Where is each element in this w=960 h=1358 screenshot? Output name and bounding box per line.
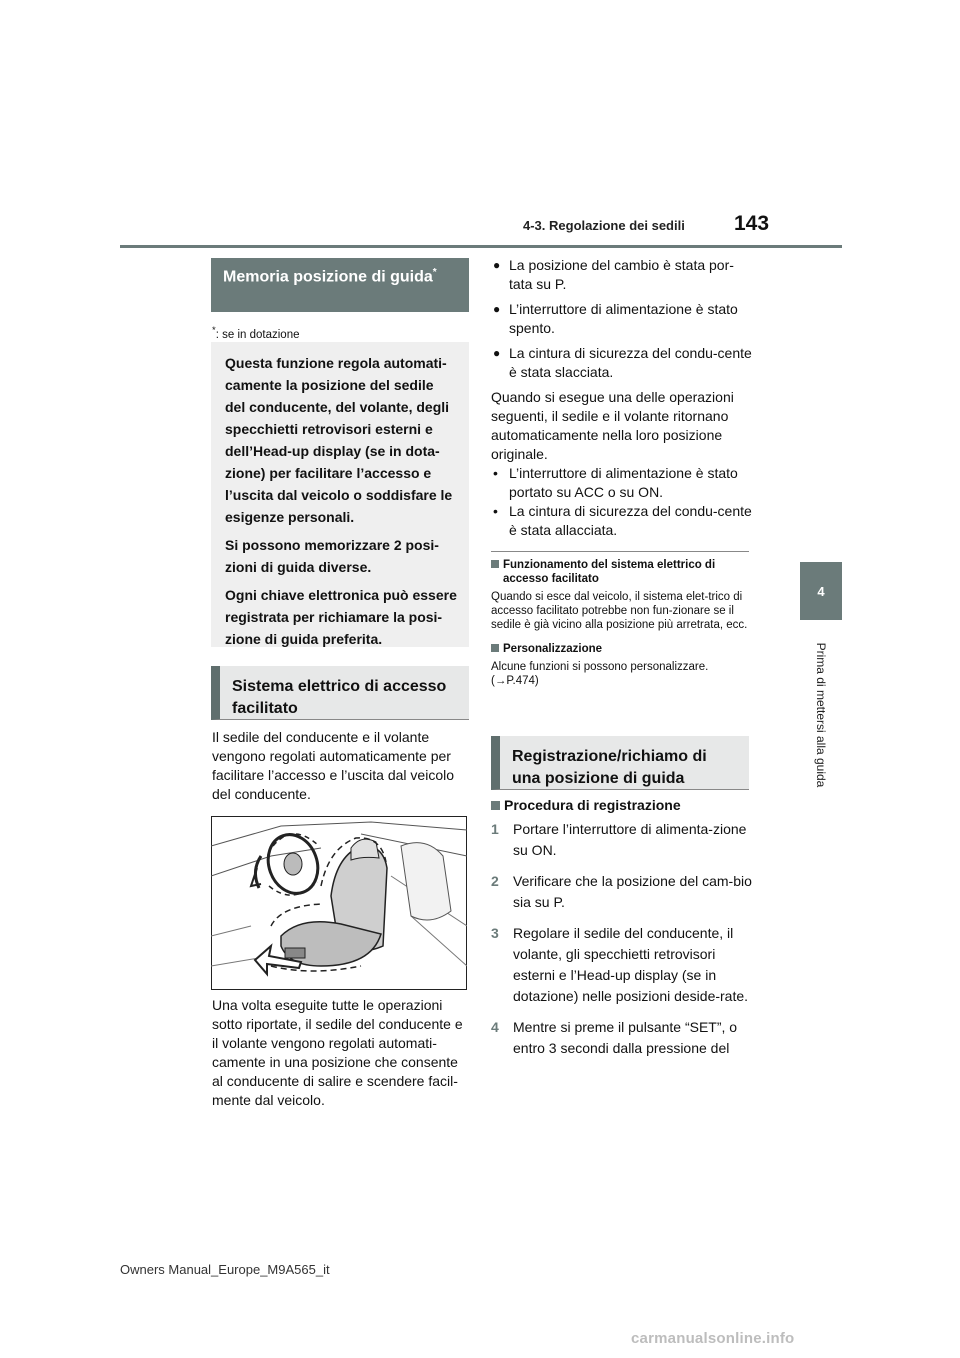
paragraph-2: Una volta eseguite tutte le operazioni sotto riportate, il sedile del conducente e il volante vengono regolati automati-camente in una posizione che consente al conducente di salire e scendere facil-mente dal veicolo. [212, 997, 463, 1108]
step-text: Mentre si preme il pulsante “SET”, o entro 3 secondi dalla pressione del [513, 1019, 738, 1056]
page-number: 143 [734, 212, 770, 235]
paragraph-1: Il sedile del conducente e il volante vengono regolati automaticamente per facilitare l’accesso e l’uscita dal veicolo del conducente. [212, 729, 454, 802]
seat-drawing [211, 816, 467, 990]
condition-item: ● L’interruttore di alimentazione è stato spento. [491, 300, 753, 338]
banner-memoria [211, 258, 469, 312]
step-number: 2 [491, 873, 499, 889]
footer-text: Owners Manual_Europe_M9A565_it [120, 1262, 330, 1277]
paragraph-operations [212, 996, 470, 1110]
banner-registrazione-title: Registrazione/richiamo di una posizione di guida [512, 748, 707, 787]
footnote-mark: * [212, 325, 216, 336]
footnote-text: : se in dotazione [215, 328, 300, 341]
notes [491, 558, 749, 688]
step-text: Portare l’interruttore di alimenta-zione su ON. [513, 821, 747, 858]
step-number: 3 [491, 925, 499, 941]
note1-text: Quando si esce dal veicolo, il sistema elet-trico di accesso facilitato potrebbe non fun-zionare se il sedile è già vicino alla posizione più arretrata, ecc. [491, 591, 748, 631]
procedure-title: Procedura di registrazione [504, 797, 681, 813]
return-item: • L’interruttore di alimentazione è stato portato su ACC o su ON. [491, 464, 753, 502]
condition-item: ● La cintura di sicurezza del condu-cente è stata slacciata. [491, 344, 753, 382]
note2-reference: (→P.474) [491, 675, 539, 687]
square-bullet-icon [491, 644, 499, 652]
intro-paragraph-3: Ogni chiave elettronica può essere registrata per richiamare la posi-zione di guida preferita. [225, 587, 457, 647]
banner-registrazione [491, 736, 749, 790]
note1-title: Funzionamento del sistema elettrico di accesso facilitato [503, 559, 716, 585]
step-text: Regolare il sedile del conducente, il volante, gli specchietti retrovisori esterni e l’Head-up display (se in dotazione) nelle posizioni deside-rate. [513, 925, 749, 1004]
step-item [491, 1017, 753, 1059]
step-number: 1 [491, 821, 499, 837]
step-item [491, 923, 753, 1007]
seat-illustration [211, 816, 467, 990]
steps-list [491, 819, 753, 1059]
header-rule [120, 245, 842, 248]
procedure [491, 797, 753, 1069]
intro-paragraph-2: Si possono memorizzare 2 posi-zioni di guida diverse. [225, 537, 439, 575]
note1-heading [491, 558, 749, 586]
return-paragraph: Quando si esegue una delle operazioni seguenti, il sedile e il volante ritornano automaticamente nella loro posizione originale. [491, 389, 734, 462]
chapter-title: Prima di mettersi alla guida [814, 642, 828, 788]
step-text: Verificare che la posizione del cam-bio sia su P. [513, 873, 752, 910]
condition-item: ● La posizione del cambio è stata por-tata su P. [491, 256, 753, 294]
square-bullet-icon [491, 801, 500, 810]
intro-box [211, 342, 469, 647]
intro-paragraph-1: Questa funzione regola automati-camente la posizione del sedile del conducente, del volante, degli specchietti retrovisori esterni e dell’Head-up display (se in dota-zione) per facilitare l’accesso e l’uscita dal veicolo o soddisfare le esigenze personali. [225, 355, 453, 525]
note2-title: Personalizzazione [503, 643, 603, 655]
banner-sistema [211, 666, 469, 720]
footnote [212, 324, 300, 342]
conditions-list [491, 256, 753, 540]
chapter-title-vertical [808, 630, 834, 800]
step-number: 4 [491, 1019, 499, 1035]
watermark: carmanualsonline.info [631, 1330, 795, 1347]
asterisk: * [432, 267, 437, 278]
note-rule [491, 551, 749, 552]
step-item [491, 871, 753, 913]
banner-memoria-title: Memoria posizione di guida [223, 268, 433, 286]
section-title: 4-3. Regolazione dei sedili [523, 218, 685, 233]
note2-text: Alcune funzioni si possono personalizzare. [491, 661, 709, 673]
square-bullet-icon [491, 560, 499, 568]
procedure-heading [491, 797, 753, 813]
chapter-tab [800, 562, 842, 620]
note2-heading [491, 642, 749, 656]
return-item: • La cintura di sicurezza del condu-cente è stata allacciata. [491, 502, 753, 540]
step-item [491, 819, 753, 861]
paragraph-intro-system [212, 728, 470, 804]
chapter-number: 4 [817, 583, 825, 599]
banner-sistema-title: Sistema elettrico di accesso facilitato [232, 678, 447, 717]
